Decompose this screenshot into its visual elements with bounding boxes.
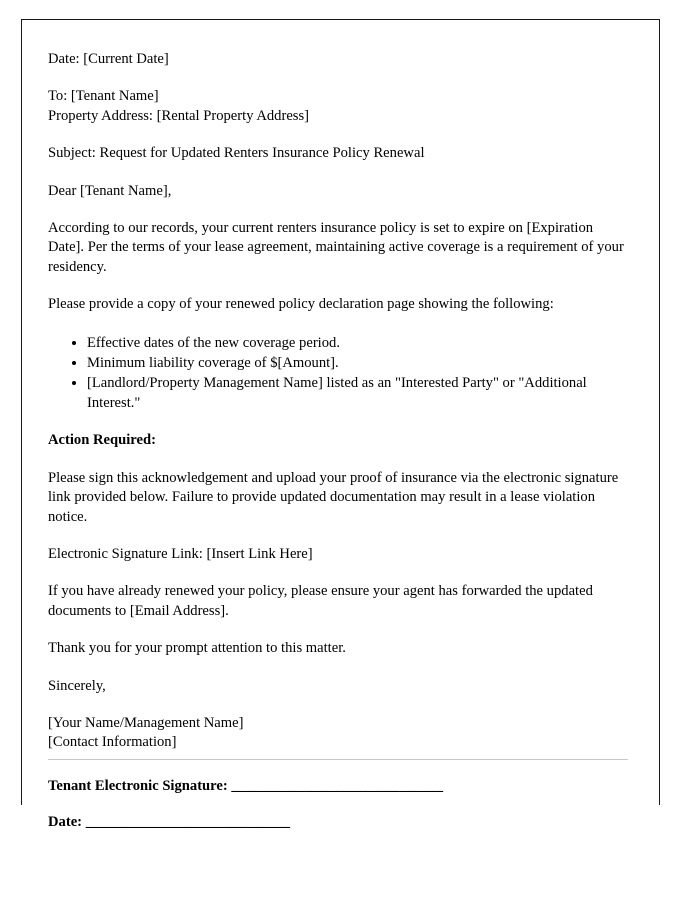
letter-content [48, 50, 628, 850]
action-required-heading: Action Required: [48, 432, 156, 449]
sender-name-line: [Your Name/Management Name] [48, 714, 244, 731]
sender-contact-line: [Contact Information] [48, 734, 177, 751]
tenant-signature-label: Tenant Electronic Signature: [48, 777, 228, 794]
list-item: • Effective dates of the new coverage period. [87, 333, 628, 353]
body-paragraph-1: According to our records, your current renters insurance policy is set to expire on [Expiration Date]. Per the terms of your lease agreement, maintaining active coverage is a requirement of your residency. [48, 220, 624, 275]
tenant-signature-field[interactable] [48, 777, 628, 796]
electronic-signature-link-line[interactable]: Electronic Signature Link: [Insert Link Here] [48, 545, 313, 562]
sign-off-line: Sincerely, [48, 677, 106, 694]
tenant-signature-rule: _____________________________ [227, 777, 443, 794]
recipient-line: To: [Tenant Name] [48, 88, 159, 105]
date-line: Date: [Current Date] [48, 51, 169, 67]
body-paragraph-5: Thank you for your prompt attention to this matter. [48, 640, 346, 657]
requirements-list [48, 333, 628, 414]
signature-date-label: Date: [48, 814, 83, 831]
list-item: • Minimum liability coverage of $[Amount]. [87, 353, 628, 373]
body-paragraph-3: Please sign this acknowledgement and upload your proof of insurance via the electronic signature link provided below. Failure to provide updated documentation may result in a lease violation notice. [48, 469, 619, 525]
body-paragraph-2: Please provide a copy of your renewed policy declaration page showing the following: [48, 296, 554, 313]
signature-date-rule: ____________________________ [82, 814, 291, 831]
signature-date-field[interactable] [48, 813, 628, 832]
section-divider [48, 759, 628, 760]
property-address-line: Property Address: [Rental Property Address] [48, 107, 310, 124]
subject-line: Subject: Request for Updated Renters Insurance Policy Renewal [48, 145, 425, 162]
salutation-line: Dear [Tenant Name], [48, 182, 172, 199]
document-page [21, 19, 660, 831]
list-item: • [Landlord/Property Management Name] listed as an "Interested Party" or "Additional Interest." [87, 373, 628, 413]
body-paragraph-4: If you have already renewed your policy, please ensure your agent has forwarded the updated documents to [Email Address]. [48, 583, 593, 619]
